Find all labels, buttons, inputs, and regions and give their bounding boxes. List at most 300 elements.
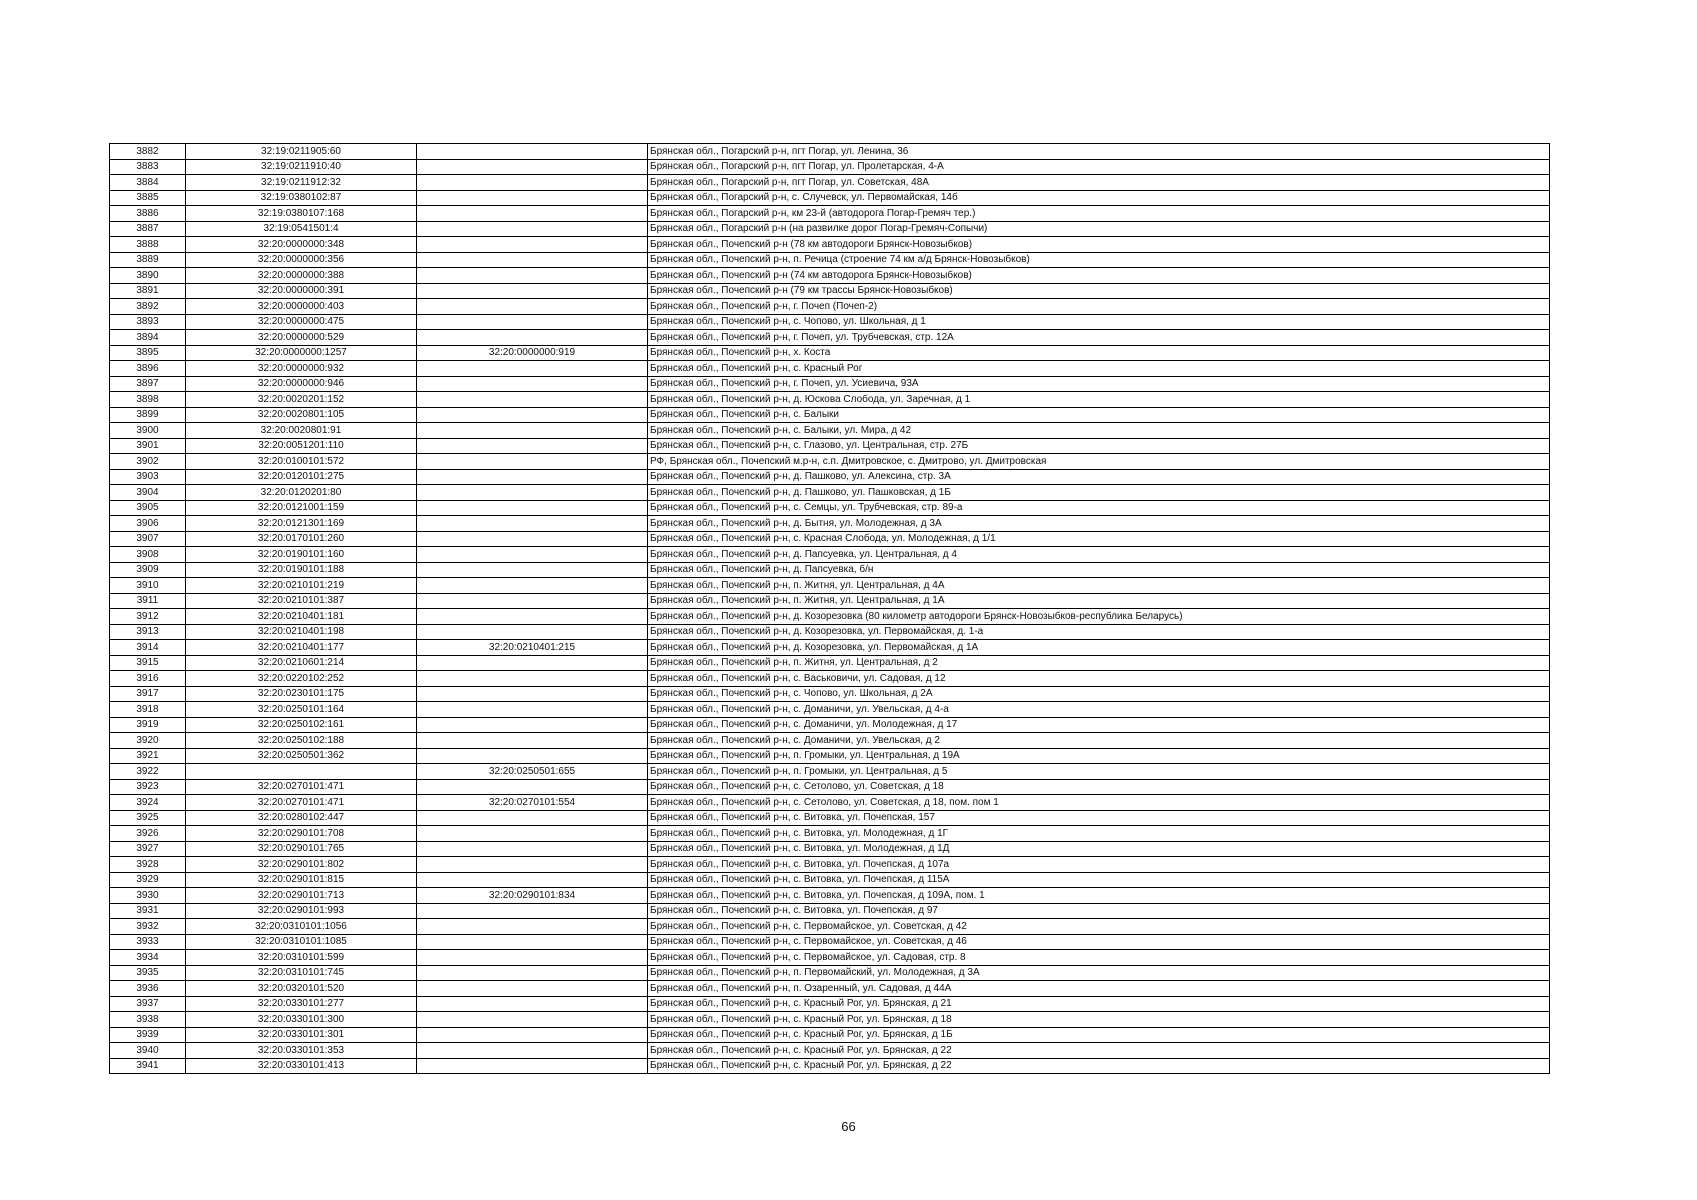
table-row — [110, 609, 1550, 625]
table-row — [110, 857, 1550, 873]
address-cell: Брянская обл., Почепский р-н, с. Красный Рог, ул. Брянская, д 18 — [648, 1012, 1550, 1028]
address-cell: Брянская обл., Почепский р-н, с. Чопово, ул. Школьная, д 1 — [648, 314, 1550, 330]
address-cell: Брянская обл., Почепский р-н, с. Васьковичи, ул. Садовая, д 12 — [648, 671, 1550, 687]
table-row — [110, 299, 1550, 315]
row-number-cell: 3932 — [110, 919, 186, 935]
cadastral-number-cell: 32:20:0290101:802 — [186, 857, 417, 873]
row-number-cell: 3898 — [110, 392, 186, 408]
address-cell: Брянская обл., Почепский р-н, г. Почеп, ул. Усиевича, 93А — [648, 376, 1550, 392]
table-row — [110, 392, 1550, 408]
table-row — [110, 996, 1550, 1012]
address-cell: Брянская обл., Почепский р-н (74 км автодорога Брянск-Новозыбков) — [648, 268, 1550, 284]
cadastral-number-cell: 32:20:0020201:152 — [186, 392, 417, 408]
row-number-cell: 3888 — [110, 237, 186, 253]
related-cadastral-number-cell: 32:20:0210401:215 — [417, 640, 648, 656]
row-number-cell: 3909 — [110, 562, 186, 578]
address-cell: Брянская обл., Погарский р-н, пгт Погар, ул. Ленина, 36 — [648, 144, 1550, 160]
address-cell: Брянская обл., Почепский р-н, с. Витовка, ул. Молодежная, д 1Д — [648, 841, 1550, 857]
cadastral-number-cell: 32:20:0210401:177 — [186, 640, 417, 656]
address-cell: Брянская обл., Почепский р-н, д. Козорезовка, ул. Первомайская, д 1А — [648, 640, 1550, 656]
row-number-cell: 3908 — [110, 547, 186, 563]
related-cadastral-number-cell — [417, 950, 648, 966]
cadastral-number-cell: 32:20:0000000:475 — [186, 314, 417, 330]
cadastral-number-cell: 32:20:0020801:105 — [186, 407, 417, 423]
address-cell: Брянская обл., Почепский р-н, с. Витовка, ул. Почепская, д 107а — [648, 857, 1550, 873]
address-cell: Брянская обл., Почепский р-н, д. Пашково, ул. Алексина, стр. 3А — [648, 469, 1550, 485]
row-number-cell: 3923 — [110, 779, 186, 795]
row-number-cell: 3912 — [110, 609, 186, 625]
table-row — [110, 702, 1550, 718]
row-number-cell: 3910 — [110, 578, 186, 594]
related-cadastral-number-cell — [417, 562, 648, 578]
related-cadastral-number-cell — [417, 175, 648, 191]
cadastral-number-cell: 32:20:0250101:164 — [186, 702, 417, 718]
related-cadastral-number-cell — [417, 1043, 648, 1059]
row-number-cell: 3883 — [110, 159, 186, 175]
address-cell: Брянская обл., Почепский р-н (79 км трассы Брянск-Новозыбков) — [648, 283, 1550, 299]
row-number-cell: 3894 — [110, 330, 186, 346]
table-row — [110, 624, 1550, 640]
table-row — [110, 407, 1550, 423]
table-row — [110, 547, 1550, 563]
table-row — [110, 1043, 1550, 1059]
row-number-cell: 3911 — [110, 593, 186, 609]
address-cell: Брянская обл., Почепский р-н, п. Житня, ул. Центральная, д 1А — [648, 593, 1550, 609]
row-number-cell: 3938 — [110, 1012, 186, 1028]
address-cell: Брянская обл., Почепский р-н (78 км автодороги Брянск-Новозыбков) — [648, 237, 1550, 253]
row-number-cell: 3933 — [110, 934, 186, 950]
related-cadastral-number-cell — [417, 221, 648, 237]
related-cadastral-number-cell — [417, 299, 648, 315]
page-number: 66 — [841, 1119, 856, 1134]
address-cell: Брянская обл., Почепский р-н, с. Глазово, ул. Центральная, стр. 27Б — [648, 438, 1550, 454]
cadastral-number-cell: 32:20:0230101:175 — [186, 686, 417, 702]
table-row — [110, 872, 1550, 888]
related-cadastral-number-cell — [417, 965, 648, 981]
table-row — [110, 314, 1550, 330]
cadastral-number-cell: 32:20:0290101:815 — [186, 872, 417, 888]
table-row — [110, 500, 1550, 516]
registry-table-body — [110, 144, 1550, 1074]
cadastral-number-cell: 32:20:0000000:932 — [186, 361, 417, 377]
cadastral-number-cell: 32:20:0330101:300 — [186, 1012, 417, 1028]
cadastral-number-cell: 32:20:0120201:80 — [186, 485, 417, 501]
related-cadastral-number-cell — [417, 268, 648, 284]
cadastral-number-cell: 32:19:0211912:32 — [186, 175, 417, 191]
address-cell: Брянская обл., Почепский р-н, п. Житня, ул. Центральная, д 2 — [648, 655, 1550, 671]
related-cadastral-number-cell — [417, 748, 648, 764]
table-row — [110, 516, 1550, 532]
related-cadastral-number-cell — [417, 857, 648, 873]
address-cell: Брянская обл., Почепский р-н, с. Первомайское, ул. Советская, д 42 — [648, 919, 1550, 935]
row-number-cell: 3930 — [110, 888, 186, 904]
table-row — [110, 252, 1550, 268]
cadastral-number-cell: 32:19:0211910:40 — [186, 159, 417, 175]
row-number-cell: 3907 — [110, 531, 186, 547]
cadastral-number-cell: 32:19:0380107:168 — [186, 206, 417, 222]
address-cell: Брянская обл., Погарский р-н, пгт Погар, ул. Пролетарская, 4-А — [648, 159, 1550, 175]
cadastral-number-cell: 32:19:0380102:87 — [186, 190, 417, 206]
table-row — [110, 361, 1550, 377]
table-row — [110, 423, 1550, 439]
cadastral-number-cell: 32:20:0310101:599 — [186, 950, 417, 966]
cadastral-number-cell: 32:20:0310101:1085 — [186, 934, 417, 950]
address-cell: Брянская обл., Почепский р-н, с. Витовка, ул. Почепская, д 97 — [648, 903, 1550, 919]
address-cell: Брянская обл., Почепский р-н, п. Речица (строение 74 км а/д Брянск-Новозыбков) — [648, 252, 1550, 268]
address-cell: Брянская обл., Почепский р-н, с. Сетолово, ул. Советская, д 18, пом. пом 1 — [648, 795, 1550, 811]
table-row — [110, 671, 1550, 687]
related-cadastral-number-cell — [417, 919, 648, 935]
related-cadastral-number-cell — [417, 686, 648, 702]
table-row — [110, 919, 1550, 935]
related-cadastral-number-cell — [417, 330, 648, 346]
address-cell: Брянская обл., Почепский р-н, с. Красный Рог, ул. Брянская, д 21 — [648, 996, 1550, 1012]
related-cadastral-number-cell — [417, 252, 648, 268]
cadastral-number-cell: 32:20:0290101:765 — [186, 841, 417, 857]
address-cell: Брянская обл., Почепский р-н, д. Козорезовка, ул. Первомайская, д. 1-а — [648, 624, 1550, 640]
cadastral-number-cell: 32:20:0210101:219 — [186, 578, 417, 594]
address-cell: Брянская обл., Почепский р-н, с. Семцы, ул. Трубчевская, стр. 89-а — [648, 500, 1550, 516]
address-cell: Брянская обл., Погарский р-н, км 23-й (автодорога Погар-Гремяч тер.) — [648, 206, 1550, 222]
row-number-cell: 3905 — [110, 500, 186, 516]
address-cell: Брянская обл., Почепский р-н, д. Козорезовка (80 километр автодороги Брянск-Новозыбков-республика Беларусь) — [648, 609, 1550, 625]
table-row — [110, 159, 1550, 175]
cadastral-number-cell: 32:20:0250102:161 — [186, 717, 417, 733]
related-cadastral-number-cell — [417, 237, 648, 253]
address-cell: Брянская обл., Почепский р-н, п. Озаренный, ул. Садовая, д 44А — [648, 981, 1550, 997]
table-row — [110, 206, 1550, 222]
address-cell: Брянская обл., Почепский р-н, с. Красный Рог, ул. Брянская, д 22 — [648, 1058, 1550, 1074]
related-cadastral-number-cell — [417, 826, 648, 842]
address-cell: Брянская обл., Почепский р-н, с. Красный Рог, ул. Брянская, д 1Б — [648, 1027, 1550, 1043]
row-number-cell: 3891 — [110, 283, 186, 299]
cadastral-number-cell: 32:20:0051201:110 — [186, 438, 417, 454]
address-cell: Брянская обл., Почепский р-н, с. Витовка, ул. Почепская, д 109А, пом. 1 — [648, 888, 1550, 904]
row-number-cell: 3900 — [110, 423, 186, 439]
table-row — [110, 376, 1550, 392]
table-row — [110, 795, 1550, 811]
cadastral-number-cell: 32:20:0000000:529 — [186, 330, 417, 346]
cadastral-number-cell: 32:20:0290101:713 — [186, 888, 417, 904]
row-number-cell: 3906 — [110, 516, 186, 532]
related-cadastral-number-cell — [417, 934, 648, 950]
table-row — [110, 237, 1550, 253]
row-number-cell: 3941 — [110, 1058, 186, 1074]
address-cell: Брянская обл., Почепский р-н, с. Первомайское, ул. Садовая, стр. 8 — [648, 950, 1550, 966]
address-cell: Брянская обл., Почепский р-н, с. Балыки, ул. Мира, д 42 — [648, 423, 1550, 439]
related-cadastral-number-cell: 32:20:0000000:919 — [417, 345, 648, 361]
address-cell: Брянская обл., Почепский р-н, с. Доманичи, ул. Увельская, д 4-а — [648, 702, 1550, 718]
address-cell: Брянская обл., Почепский р-н, с. Витовка, ул. Почепская, 157 — [648, 810, 1550, 826]
related-cadastral-number-cell — [417, 206, 648, 222]
related-cadastral-number-cell — [417, 671, 648, 687]
table-row — [110, 981, 1550, 997]
row-number-cell: 3882 — [110, 144, 186, 160]
related-cadastral-number-cell — [417, 733, 648, 749]
cadastral-number-cell: 32:20:0270101:471 — [186, 779, 417, 795]
table-row — [110, 640, 1550, 656]
cadastral-number-cell: 32:20:0320101:520 — [186, 981, 417, 997]
table-row — [110, 1058, 1550, 1074]
table-row — [110, 562, 1550, 578]
table-row — [110, 717, 1550, 733]
address-cell: Брянская обл., Почепский р-н, с. Доманичи, ул. Молодежная, д 17 — [648, 717, 1550, 733]
address-cell: Брянская обл., Почепский р-н, с. Чопово, ул. Школьная, д 2А — [648, 686, 1550, 702]
address-cell: Брянская обл., Почепский р-н, с. Первомайское, ул. Советская, д 46 — [648, 934, 1550, 950]
address-cell: Брянская обл., Почепский р-н, г. Почеп (Почеп-2) — [648, 299, 1550, 315]
related-cadastral-number-cell — [417, 702, 648, 718]
related-cadastral-number-cell — [417, 283, 648, 299]
related-cadastral-number-cell — [417, 981, 648, 997]
related-cadastral-number-cell — [417, 1012, 648, 1028]
row-number-cell: 3885 — [110, 190, 186, 206]
address-cell: Брянская обл., Почепский р-н, с. Красная Слобода, ул. Молодежная, д 1/1 — [648, 531, 1550, 547]
related-cadastral-number-cell — [417, 423, 648, 439]
address-cell: Брянская обл., Почепский р-н, х. Коста — [648, 345, 1550, 361]
row-number-cell: 3934 — [110, 950, 186, 966]
row-number-cell: 3917 — [110, 686, 186, 702]
address-cell: Брянская обл., Почепский р-н, д. Папсуевка, б/н — [648, 562, 1550, 578]
row-number-cell: 3915 — [110, 655, 186, 671]
address-cell: Брянская обл., Почепский р-н, п. Житня, ул. Центральная, д 4А — [648, 578, 1550, 594]
row-number-cell: 3940 — [110, 1043, 186, 1059]
cadastral-number-cell: 32:20:0100101:572 — [186, 454, 417, 470]
address-cell: Брянская обл., Почепский р-н, д. Бытня, ул. Молодежная, д 3А — [648, 516, 1550, 532]
row-number-cell: 3914 — [110, 640, 186, 656]
cadastral-number-cell: 32:20:0250102:188 — [186, 733, 417, 749]
table-row — [110, 748, 1550, 764]
cadastral-number-cell: 32:20:0210601:214 — [186, 655, 417, 671]
table-row — [110, 733, 1550, 749]
related-cadastral-number-cell — [417, 841, 648, 857]
cadastral-number-cell: 32:20:0121001:159 — [186, 500, 417, 516]
row-number-cell: 3893 — [110, 314, 186, 330]
cadastral-number-cell: 32:20:0210401:198 — [186, 624, 417, 640]
row-number-cell: 3884 — [110, 175, 186, 191]
row-number-cell: 3936 — [110, 981, 186, 997]
cadastral-number-cell: 32:20:0210401:181 — [186, 609, 417, 625]
row-number-cell: 3897 — [110, 376, 186, 392]
cadastral-number-cell: 32:20:0280102:447 — [186, 810, 417, 826]
row-number-cell: 3939 — [110, 1027, 186, 1043]
related-cadastral-number-cell — [417, 779, 648, 795]
related-cadastral-number-cell — [417, 717, 648, 733]
related-cadastral-number-cell — [417, 361, 648, 377]
row-number-cell: 3886 — [110, 206, 186, 222]
table-row — [110, 950, 1550, 966]
table-row — [110, 810, 1550, 826]
related-cadastral-number-cell — [417, 407, 648, 423]
address-cell: Брянская обл., Почепский р-н, с. Красный Рог — [648, 361, 1550, 377]
row-number-cell: 3918 — [110, 702, 186, 718]
cadastral-number-cell: 32:20:0000000:1257 — [186, 345, 417, 361]
address-cell: Брянская обл., Почепский р-н, с. Доманичи, ул. Увельская, д 2 — [648, 733, 1550, 749]
cadastral-number-cell: 32:20:0330101:353 — [186, 1043, 417, 1059]
cadastral-number-cell: 32:20:0000000:348 — [186, 237, 417, 253]
row-number-cell: 3892 — [110, 299, 186, 315]
cadastral-number-cell: 32:20:0000000:388 — [186, 268, 417, 284]
related-cadastral-number-cell — [417, 810, 648, 826]
row-number-cell: 3922 — [110, 764, 186, 780]
related-cadastral-number-cell — [417, 624, 648, 640]
cadastral-number-cell: 32:20:0250501:362 — [186, 748, 417, 764]
row-number-cell: 3928 — [110, 857, 186, 873]
related-cadastral-number-cell — [417, 903, 648, 919]
related-cadastral-number-cell — [417, 376, 648, 392]
address-cell: РФ, Брянская обл., Почепский м.р-н, с.п. Дмитровское, с. Дмитрово, ул. Дмитровская — [648, 454, 1550, 470]
cadastral-number-cell: 32:20:0270101:471 — [186, 795, 417, 811]
related-cadastral-number-cell — [417, 469, 648, 485]
row-number-cell: 3902 — [110, 454, 186, 470]
table-row — [110, 175, 1550, 191]
related-cadastral-number-cell — [417, 454, 648, 470]
row-number-cell: 3920 — [110, 733, 186, 749]
cadastral-number-cell: 32:20:0330101:277 — [186, 996, 417, 1012]
address-cell: Брянская обл., Почепский р-н, с. Красный Рог, ул. Брянская, д 22 — [648, 1043, 1550, 1059]
cadastral-number-cell: 32:20:0000000:391 — [186, 283, 417, 299]
registry-table — [109, 143, 1550, 1074]
row-number-cell: 3925 — [110, 810, 186, 826]
address-cell: Брянская обл., Почепский р-н, г. Почеп, ул. Трубчевская, стр. 12А — [648, 330, 1550, 346]
address-cell: Брянская обл., Почепский р-н, д. Пашково, ул. Пашковская, д 1Б — [648, 485, 1550, 501]
row-number-cell: 3904 — [110, 485, 186, 501]
address-cell: Брянская обл., Почепский р-н, с. Балыки — [648, 407, 1550, 423]
row-number-cell: 3901 — [110, 438, 186, 454]
cadastral-number-cell: 32:20:0330101:413 — [186, 1058, 417, 1074]
related-cadastral-number-cell: 32:20:0250501:655 — [417, 764, 648, 780]
cadastral-number-cell: 32:20:0000000:356 — [186, 252, 417, 268]
address-cell: Брянская обл., Погарский р-н, пгт Погар, ул. Советская, 48А — [648, 175, 1550, 191]
related-cadastral-number-cell — [417, 516, 648, 532]
cadastral-number-cell: 32:20:0290101:993 — [186, 903, 417, 919]
related-cadastral-number-cell: 32:20:0290101:834 — [417, 888, 648, 904]
row-number-cell: 3937 — [110, 996, 186, 1012]
address-cell: Брянская обл., Почепский р-н, д. Папсуевка, ул. Центральная, д 4 — [648, 547, 1550, 563]
table-row — [110, 826, 1550, 842]
table-row — [110, 330, 1550, 346]
table-row — [110, 965, 1550, 981]
related-cadastral-number-cell — [417, 392, 648, 408]
row-number-cell: 3896 — [110, 361, 186, 377]
row-number-cell: 3889 — [110, 252, 186, 268]
table-row — [110, 903, 1550, 919]
related-cadastral-number-cell: 32:20:0270101:554 — [417, 795, 648, 811]
table-row — [110, 345, 1550, 361]
row-number-cell: 3919 — [110, 717, 186, 733]
table-row — [110, 190, 1550, 206]
cadastral-number-cell: 32:20:0190101:188 — [186, 562, 417, 578]
address-cell: Брянская обл., Почепский р-н, п. Громыки, ул. Центральная, д 5 — [648, 764, 1550, 780]
table-row — [110, 454, 1550, 470]
table-row — [110, 221, 1550, 237]
table-row — [110, 531, 1550, 547]
related-cadastral-number-cell — [417, 593, 648, 609]
related-cadastral-number-cell — [417, 1058, 648, 1074]
address-cell: Брянская обл., Погарский р-н (на развилке дорог Погар-Гремяч-Сопычи) — [648, 221, 1550, 237]
related-cadastral-number-cell — [417, 609, 648, 625]
related-cadastral-number-cell — [417, 1027, 648, 1043]
table-row — [110, 1012, 1550, 1028]
row-number-cell: 3887 — [110, 221, 186, 237]
row-number-cell: 3931 — [110, 903, 186, 919]
related-cadastral-number-cell — [417, 547, 648, 563]
related-cadastral-number-cell — [417, 578, 648, 594]
row-number-cell: 3916 — [110, 671, 186, 687]
address-cell: Брянская обл., Почепский р-н, с. Витовка, ул. Молодежная, д 1Г — [648, 826, 1550, 842]
address-cell: Брянская обл., Почепский р-н, с. Сетолово, ул. Советская, д 18 — [648, 779, 1550, 795]
address-cell: Брянская обл., Погарский р-н, с. Случевск, ул. Первомайская, 14б — [648, 190, 1550, 206]
row-number-cell: 3927 — [110, 841, 186, 857]
table-row — [110, 268, 1550, 284]
table-row — [110, 655, 1550, 671]
cadastral-number-cell: 32:20:0000000:403 — [186, 299, 417, 315]
table-row — [110, 578, 1550, 594]
related-cadastral-number-cell — [417, 438, 648, 454]
related-cadastral-number-cell — [417, 655, 648, 671]
cadastral-number-cell: 32:20:0170101:260 — [186, 531, 417, 547]
table-row — [110, 438, 1550, 454]
related-cadastral-number-cell — [417, 190, 648, 206]
row-number-cell: 3913 — [110, 624, 186, 640]
table-row — [110, 593, 1550, 609]
row-number-cell: 3926 — [110, 826, 186, 842]
cadastral-number-cell: 32:20:0121301:169 — [186, 516, 417, 532]
related-cadastral-number-cell — [417, 144, 648, 160]
related-cadastral-number-cell — [417, 872, 648, 888]
related-cadastral-number-cell — [417, 531, 648, 547]
row-number-cell: 3903 — [110, 469, 186, 485]
address-cell: Брянская обл., Почепский р-н, п. Первомайский, ул. Молодежная, д 3А — [648, 965, 1550, 981]
row-number-cell: 3890 — [110, 268, 186, 284]
table-row — [110, 841, 1550, 857]
cadastral-number-cell: 32:19:0541501:4 — [186, 221, 417, 237]
related-cadastral-number-cell — [417, 996, 648, 1012]
cadastral-number-cell: 32:19:0211905:60 — [186, 144, 417, 160]
row-number-cell: 3899 — [110, 407, 186, 423]
table-row — [110, 144, 1550, 160]
related-cadastral-number-cell — [417, 159, 648, 175]
row-number-cell: 3895 — [110, 345, 186, 361]
table-row — [110, 485, 1550, 501]
row-number-cell: 3921 — [110, 748, 186, 764]
cadastral-number-cell: 32:20:0310101:1056 — [186, 919, 417, 935]
cadastral-number-cell: 32:20:0330101:301 — [186, 1027, 417, 1043]
address-cell: Брянская обл., Почепский р-н, д. Юскова Слобода, ул. Заречная, д 1 — [648, 392, 1550, 408]
row-number-cell: 3929 — [110, 872, 186, 888]
cadastral-number-cell: 32:20:0190101:160 — [186, 547, 417, 563]
table-row — [110, 686, 1550, 702]
row-number-cell: 3924 — [110, 795, 186, 811]
table-row — [110, 469, 1550, 485]
table-row — [110, 934, 1550, 950]
address-cell: Брянская обл., Почепский р-н, п. Громыки, ул. Центральная, д 19А — [648, 748, 1550, 764]
table-row — [110, 283, 1550, 299]
table-row — [110, 764, 1550, 780]
cadastral-number-cell: 32:20:0020801:91 — [186, 423, 417, 439]
related-cadastral-number-cell — [417, 314, 648, 330]
cadastral-number-cell — [186, 764, 417, 780]
row-number-cell: 3935 — [110, 965, 186, 981]
address-cell: Брянская обл., Почепский р-н, с. Витовка, ул. Почепская, д 115А — [648, 872, 1550, 888]
cadastral-number-cell: 32:20:0310101:745 — [186, 965, 417, 981]
table-row — [110, 888, 1550, 904]
table-row — [110, 1027, 1550, 1043]
cadastral-number-cell: 32:20:0000000:946 — [186, 376, 417, 392]
related-cadastral-number-cell — [417, 485, 648, 501]
related-cadastral-number-cell — [417, 500, 648, 516]
cadastral-number-cell: 32:20:0210101:387 — [186, 593, 417, 609]
cadastral-number-cell: 32:20:0120101:275 — [186, 469, 417, 485]
